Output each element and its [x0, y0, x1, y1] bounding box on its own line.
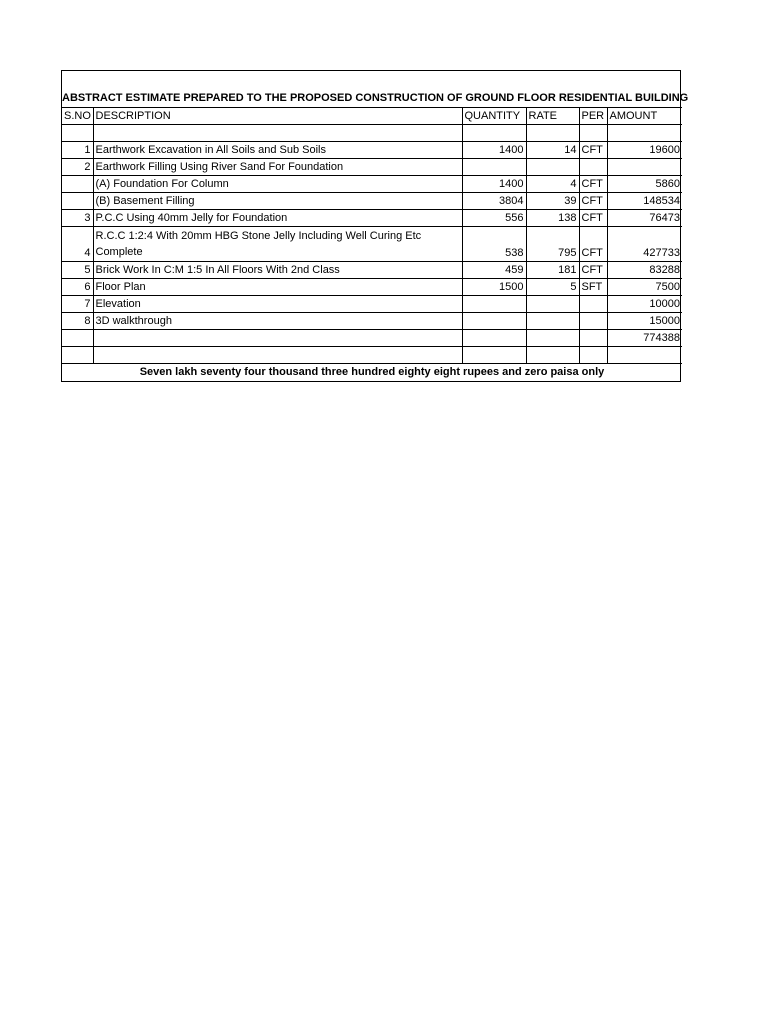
- cell-sno: 2: [62, 159, 93, 176]
- cell-description: R.C.C 1:2:4 With 20mm HBG Stone Jelly Including Well Curing Etc Complete: [93, 227, 462, 262]
- cell-description: (A) Foundation For Column: [93, 176, 462, 193]
- cell-per: CFT: [579, 176, 607, 193]
- blank-row: [62, 125, 682, 142]
- cell-sno: 8: [62, 313, 93, 330]
- cell-amount: 10000: [607, 296, 682, 313]
- estimate-sheet: [61, 70, 689, 382]
- table-row: [62, 193, 682, 210]
- cell-quantity: 1400: [462, 142, 526, 159]
- cell-per: [579, 313, 607, 330]
- header-amount: AMOUNT: [607, 108, 682, 125]
- cell-per: CFT: [579, 142, 607, 159]
- cell-per: CFT: [579, 227, 607, 262]
- cell-sno: [62, 193, 93, 210]
- cell-sno: 3: [62, 210, 93, 227]
- cell-description: (B) Basement Filling: [93, 193, 462, 210]
- cell-per: [579, 159, 607, 176]
- amount-in-words: Seven lakh seventy four thousand three hundred eighty eight rupees and zero paisa only: [62, 364, 682, 381]
- header-per: PER: [579, 108, 607, 125]
- header-description: DESCRIPTION: [93, 108, 462, 125]
- cell-sno: 1: [62, 142, 93, 159]
- table-row: [62, 159, 682, 176]
- cell-quantity: 1500: [462, 279, 526, 296]
- cell-per: SFT: [579, 279, 607, 296]
- cell-amount: 7500: [607, 279, 682, 296]
- cell-quantity: 3804: [462, 193, 526, 210]
- cell-description: Floor Plan: [93, 279, 462, 296]
- table-row: [62, 313, 682, 330]
- cell-rate: 138: [526, 210, 579, 227]
- cell-sno: 6: [62, 279, 93, 296]
- sheet-title: ABSTRACT ESTIMATE PREPARED TO THE PROPOSED CONSTRUCTION OF GROUND FLOOR RESIDENTIAL BUILDING: [62, 92, 689, 104]
- header-row: [62, 108, 682, 125]
- amount-in-words-row: [62, 364, 682, 381]
- cell-rate: 795: [526, 227, 579, 262]
- cell-amount: 15000: [607, 313, 682, 330]
- table-row: [62, 210, 682, 227]
- blank-row: [62, 347, 682, 364]
- cell-per: CFT: [579, 193, 607, 210]
- cell-amount: [607, 159, 682, 176]
- cell-description: P.C.C Using 40mm Jelly for Foundation: [93, 210, 462, 227]
- table-row: [62, 176, 682, 193]
- cell-per: CFT: [579, 262, 607, 279]
- cell-quantity: 538: [462, 227, 526, 262]
- total-row: [62, 330, 682, 347]
- cell-rate: [526, 159, 579, 176]
- cell-rate: 39: [526, 193, 579, 210]
- table-row: [62, 227, 682, 262]
- cell-sno: 7: [62, 296, 93, 313]
- cell-amount: 76473: [607, 210, 682, 227]
- header-rate: RATE: [526, 108, 579, 125]
- cell-description: Earthwork Excavation in All Soils and Sub Soils: [93, 142, 462, 159]
- header-quantity: QUANTITY: [462, 108, 526, 125]
- cell-rate: 5: [526, 279, 579, 296]
- cell-rate: 181: [526, 262, 579, 279]
- cell-rate: [526, 313, 579, 330]
- cell-quantity: [462, 313, 526, 330]
- total-amount: 774388: [607, 330, 682, 347]
- cell-amount: 148534: [607, 193, 682, 210]
- cell-per: CFT: [579, 210, 607, 227]
- cell-sno: 5: [62, 262, 93, 279]
- cell-amount: 19600: [607, 142, 682, 159]
- cell-rate: [526, 296, 579, 313]
- cell-description: Brick Work In C:M 1:5 In All Floors With 2nd Class: [93, 262, 462, 279]
- table-row: [62, 262, 682, 279]
- header-sno: S.NO: [62, 108, 93, 125]
- cell-rate: 14: [526, 142, 579, 159]
- cell-amount: 427733: [607, 227, 682, 262]
- cell-rate: 4: [526, 176, 579, 193]
- cell-sno: [62, 176, 93, 193]
- cell-per: [579, 296, 607, 313]
- table-row: [62, 142, 682, 159]
- cell-description: Earthwork Filling Using River Sand For Foundation: [93, 159, 462, 176]
- cell-quantity: 556: [462, 210, 526, 227]
- cell-amount: 83288: [607, 262, 682, 279]
- cell-sno: 4: [62, 227, 93, 262]
- cell-description: 3D walkthrough: [93, 313, 462, 330]
- table-row: [62, 279, 682, 296]
- estimate-table: [62, 107, 682, 381]
- cell-quantity: 459: [462, 262, 526, 279]
- cell-quantity: [462, 159, 526, 176]
- cell-quantity: [462, 296, 526, 313]
- cell-description: Elevation: [93, 296, 462, 313]
- table-row: [62, 296, 682, 313]
- cell-quantity: 1400: [462, 176, 526, 193]
- cell-amount: 5860: [607, 176, 682, 193]
